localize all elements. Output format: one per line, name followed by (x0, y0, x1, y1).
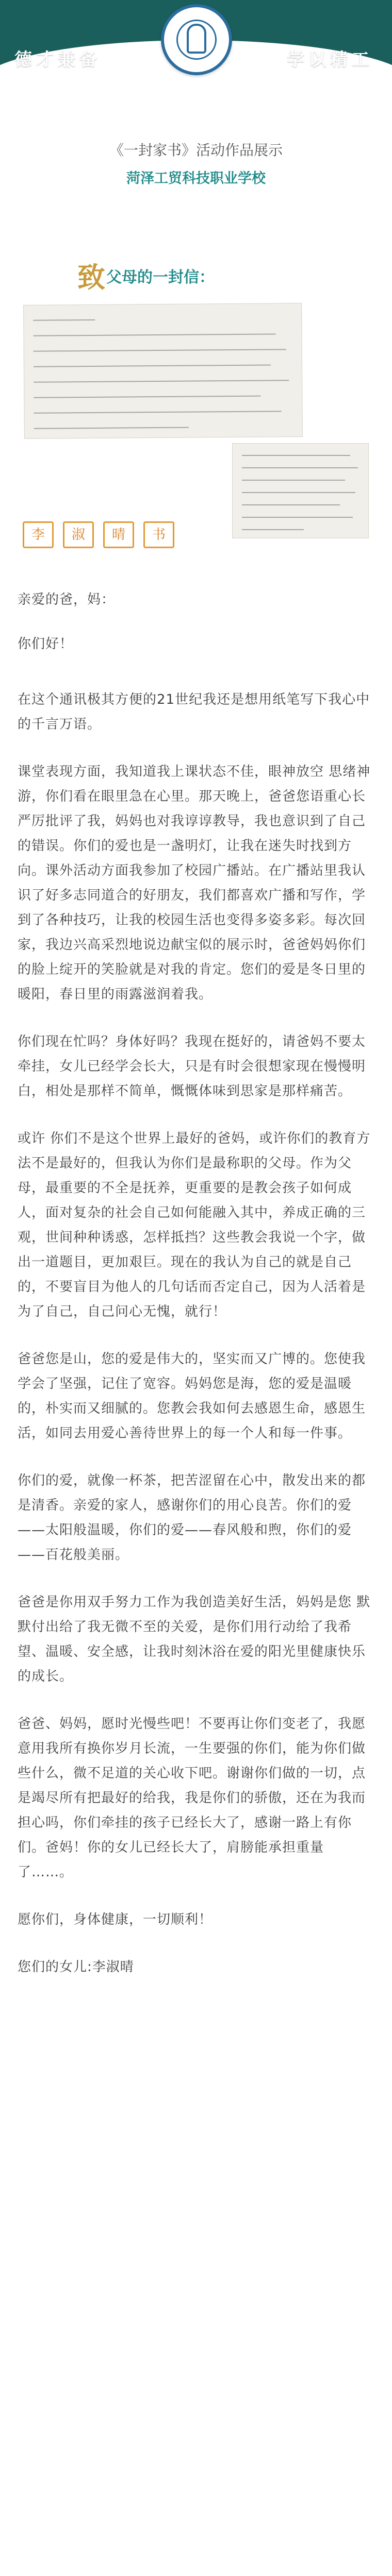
author-char-box: 书 (143, 521, 174, 548)
letter-paragraph: 爸爸是你用双手努力工作为我创造美好生活，妈妈是您 默默付出给了我无微不至的关爱，是你们用行动给了我希望、温暖、安全感，让我时刻沐浴在爱的阳光里健康快乐的成长。 (18, 1595, 371, 1684)
letter-paragraph: 课堂表现方面，我知道我上课状态不佳，眼神放空 思绪神游，你们看在眼里急在心里。那天晚上，爸爸您语重心长严厉批评了我，妈妈也对我谆谆教导，我也意识到了自己的错误。你们的爱也是一盏明灯，让我在迷失时找到方向。课外活动方面我参加了校园广播站。在广播站里我认识了好多志同道合的好朋友，我们都喜欢广播和写作，学到了各种技巧，让我的校园生活也变得多姿多彩。每次回家，我边兴高采烈地说边献宝似的展示时，爸爸妈妈你们的脸上绽开的笑脸就是对我的肯定。您们的爱是冬日里的暖阳，春日里的雨露滋润着我。 (18, 764, 371, 1002)
letter-heading-initial: 致 (77, 261, 105, 294)
letter-paragraph: 爸爸您是山，您的爱是伟大的，坚实而又广博的。您使我学会了坚强，记住了宽容。妈妈您是海，您的爱是温暖的，朴实而又细腻的。您教会我如何去感恩生命，感恩生活，如同去用爱心善待世界上的每一个人和每一件事。 (18, 1351, 366, 1441)
letter-heading (77, 256, 215, 294)
letter-body (18, 587, 375, 2002)
page-title: 《一封家书》活动作品展示 (109, 142, 283, 159)
author-char-box: 李 (23, 521, 54, 548)
letter-hello: 你们好！ (18, 636, 74, 652)
letter-paragraph: 你们的爱，就像一杯茶，把苦涩留在心中，散发出来的都是清香。亲爱的家人，感谢你们的用心良苦。你们的爱——太阳般温暖，你们的爱——春风般和煦，你们的爱——百花般美丽。 (18, 1473, 366, 1563)
letter-greeting: 亲爱的爸，妈： (18, 592, 116, 607)
letter-heading-text: 父母的一封信： (106, 268, 215, 286)
handwritten-letter-photo-1 (23, 303, 303, 439)
school-name: 菏泽工贸科技职业学校 (126, 171, 266, 187)
letter-paragraph: 或许 你们不是这个世界上最好的爸妈，或许你们的教育方法不是最好的，但我认为你们是最称职的父母。作为父母，最重要的不全是抚养，更重要的是教会孩子如何成人，面对复杂的社会自己如何能融入其中，养成正确的三观，世间种种诱惑，怎样抵挡？这些教会我说一个字，做出一道题目，更加艰巨。现在的我认为自己的就是自己的，不要盲目为他人的几句话而否定自己，因为人活着是为了自己，自己问心无愧，就行！ (18, 1131, 371, 1319)
author-char-box: 淑 (63, 521, 94, 548)
letter-signature: 您们的女儿:李淑晴 (18, 1959, 134, 1975)
letter-closing: 愿你们，身体健康，一切顺利！ (18, 1912, 213, 1927)
letter-paragraph: 爸爸、妈妈，愿时光慢些吧！不要再让你们变老了，我愿意用我所有换你岁月长流，一生要强的你们，能为你们做些什么，微不足道的关心收下吧。谢谢你们做的一切，点是竭尽所有把最好的给我，我是你们的骄傲，还在为我而担心吗，你们牵挂的孩子已经长大了，感谢一路上有你们。爸妈！你的女儿已经长大了，肩膀能承担重量了……。 (18, 1716, 366, 1880)
letter-paragraph: 你们现在忙吗？身体好吗？我现在挺好的，请爸妈不要太牵挂，女儿已经学会长大，只是有时会很想家现在慢慢明白，相处是那样不简单，慨慨体味到思家是那样痛苦。 (18, 1034, 366, 1099)
handwritten-letter-photo-2 (232, 443, 369, 538)
page-header (0, 0, 392, 124)
school-logo-icon (161, 4, 232, 75)
activity-title-block (0, 139, 392, 187)
author-char-box: 晴 (103, 521, 134, 548)
author-name-boxes (23, 521, 184, 548)
motto-right: 学以精工 (287, 49, 373, 70)
motto-left: 德才兼备 (14, 49, 101, 70)
letter-paragraph: 在这个通讯极其方便的21世纪我还是想用纸笔写下我心中的千言万语。 (18, 692, 370, 732)
